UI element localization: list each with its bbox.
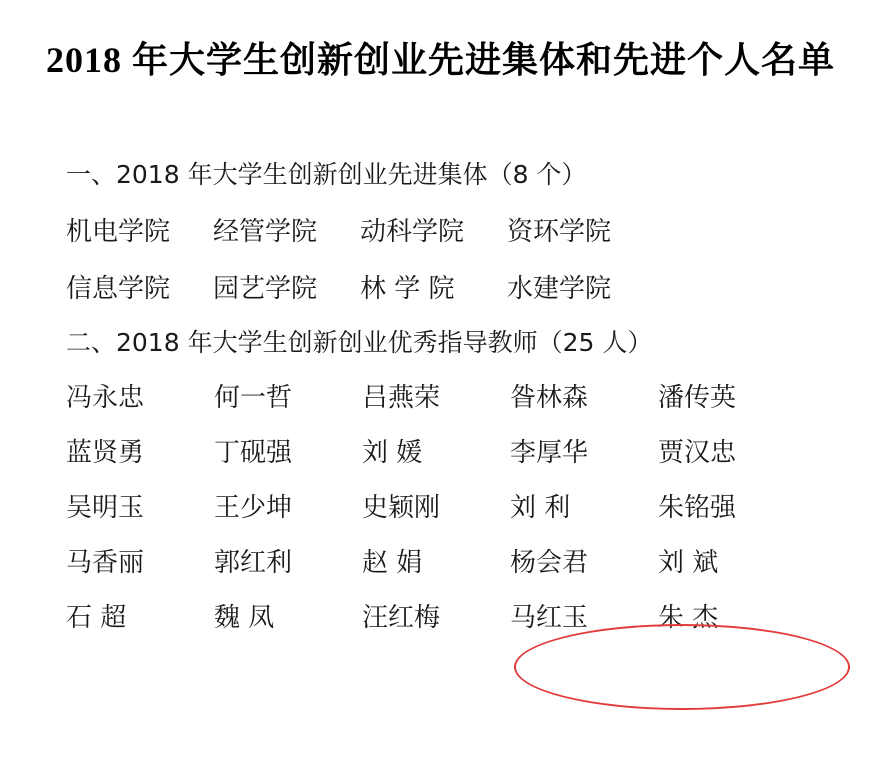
collective-row: [0, 211, 881, 248]
list-item: 水建学院: [507, 274, 612, 304]
list-item: 朱铭强: [658, 493, 737, 523]
list-item: 刘 利: [510, 493, 571, 523]
teacher-row: [0, 487, 881, 524]
list-item: 朱 杰: [658, 603, 719, 633]
list-item: 丁砚强: [214, 438, 293, 468]
teacher-row: [0, 542, 881, 579]
list-item: 魏 凤: [214, 603, 275, 633]
page-title: 2018 年大学生创新创业先进集体和先进个人名单: [45, 40, 835, 80]
list-item: 汪红梅: [362, 603, 441, 633]
list-item: 昝林森: [510, 383, 589, 413]
list-item: 史颖刚: [362, 493, 441, 523]
teacher-row: [0, 432, 881, 469]
section-teachers: [0, 305, 881, 634]
list-item: 动科学院: [360, 217, 465, 247]
section-heading-teachers: 二、2018 年大学生创新创业优秀指导教师（25 人）: [66, 328, 653, 357]
list-item: 刘 媛: [362, 438, 423, 468]
list-item-highlighted: 杨会君: [510, 548, 589, 578]
list-item: 潘传英: [658, 383, 737, 413]
list-item: 机电学院: [66, 217, 171, 247]
list-item: 贾汉忠: [658, 438, 737, 468]
list-item: 信息学院: [66, 274, 171, 304]
list-item: 赵 娟: [362, 548, 423, 578]
list-item: 林 学 院: [360, 274, 455, 304]
list-item-highlighted: 刘 斌: [658, 548, 719, 578]
list-item: 蓝贤勇: [66, 438, 145, 468]
list-item: 马香丽: [66, 548, 145, 578]
list-item: 经管学院: [213, 217, 318, 247]
list-item: 马红玉: [510, 603, 589, 633]
list-item: 吕燕荣: [362, 383, 441, 413]
teacher-row: [0, 377, 881, 414]
list-item: 资环学院: [507, 217, 612, 247]
list-item: 李厚华: [510, 438, 589, 468]
red-ellipse-annotation-icon: [514, 624, 850, 710]
list-item: 王少坤: [214, 493, 293, 523]
teacher-row: [0, 597, 881, 634]
list-item: 石 超: [66, 603, 127, 633]
section-heading-collectives: 一、2018 年大学生创新创业先进集体（8 个）: [66, 160, 587, 189]
list-item: 冯永忠: [66, 383, 145, 413]
section-collectives: [0, 83, 881, 305]
list-item: 园艺学院: [213, 274, 318, 304]
list-item: 何一哲: [214, 383, 293, 413]
list-item: 郭红利: [214, 548, 293, 578]
list-item: 吴明玉: [66, 493, 145, 523]
collective-row: [0, 268, 881, 305]
